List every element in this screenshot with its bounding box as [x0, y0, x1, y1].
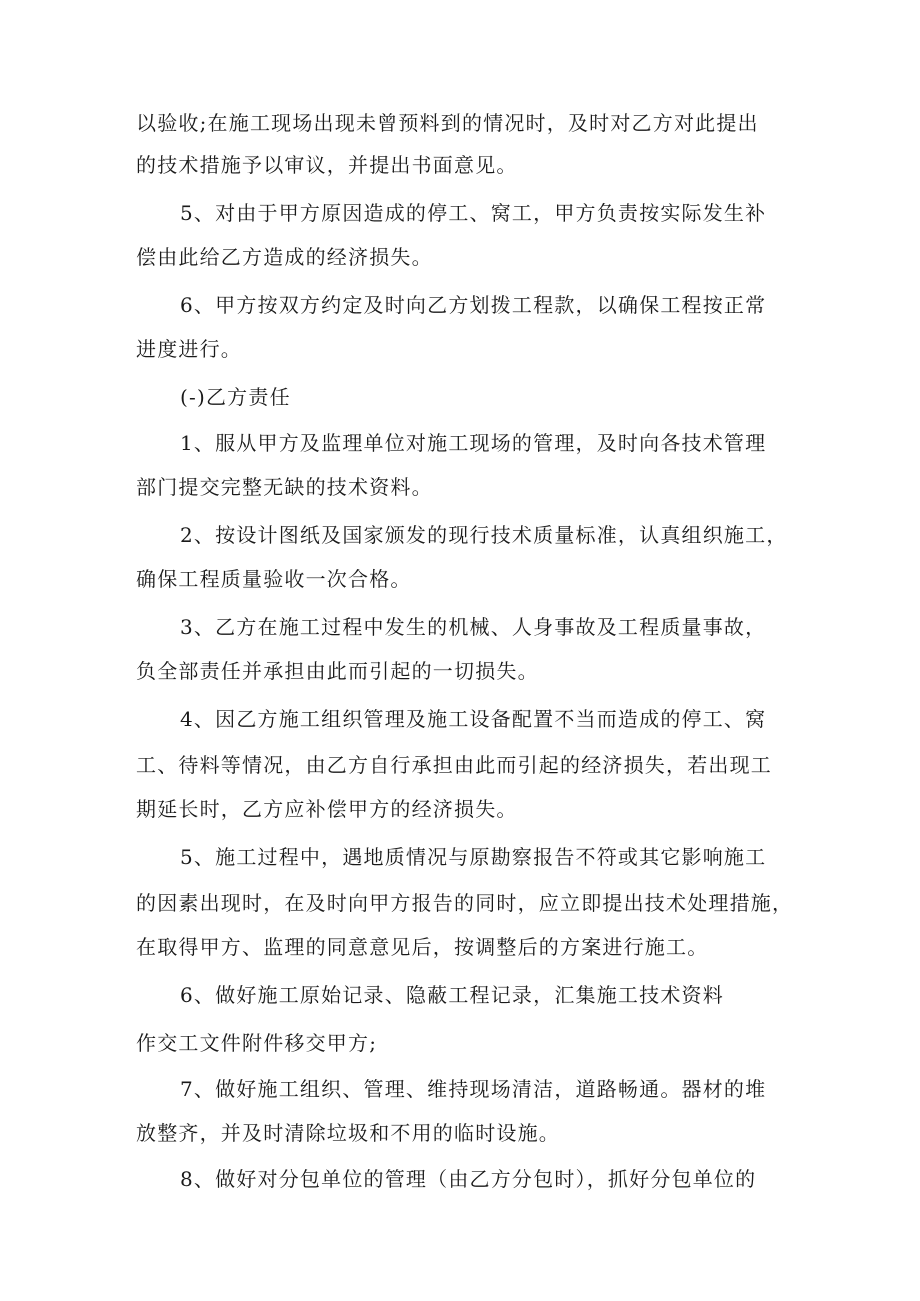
text-line-19: 在取得甲方、监理的同意意见后，按调整后的方案进行施工。 [136, 935, 709, 959]
section-heading: (-)乙方责任 [180, 385, 291, 409]
text-line-12: 3、乙方在施工过程中发生的机械、人身事故及工程质量事故， [180, 615, 767, 639]
text-line-24: 8、做好对分包单位的管理（由乙方分包时），抓好分包单位的 [180, 1167, 757, 1191]
text-line-17: 5、施工过程中，遇地质情况与原勘察报告不符或其它影响施工 [180, 845, 767, 869]
text-line-10: 2、按设计图纸及国家颁发的现行技术质量标准，认真组织施工， [180, 523, 788, 547]
text-line-14: 4、因乙方施工组织管理及施工设备配置不当而造成的停工、窝 [180, 707, 767, 731]
text-line-1: 以验收;在施工现场出现未曾预料到的情况时，及时对乙方对此提出 [136, 111, 759, 135]
text-line-3: 5、对由于甲方原因造成的停工、窝工，甲方负责按实际发生补 [180, 201, 767, 225]
text-line-22: 7、做好施工组织、管理、维持现场清洁，道路畅通。器材的堆 [180, 1077, 767, 1101]
text-line-9: 部门提交完整无缺的技术资料。 [136, 475, 433, 499]
text-line-23: 放整齐，并及时清除垃圾和不用的临时设施。 [136, 1121, 560, 1145]
text-line-21: 作交工文件附件移交甲方; [136, 1031, 378, 1055]
text-line-13: 负全部责任并承担由此而引起的一切损失。 [136, 659, 539, 683]
text-line-6: 进度进行。 [136, 337, 242, 361]
text-line-2: 的技术措施予以审议，并提出书面意见。 [136, 153, 518, 177]
text-line-15: 工、待料等情况，由乙方自行承担由此而引起的经济损失，若出现工 [136, 753, 772, 777]
text-line-18: 的因素出现时，在及时向甲方报告的同时，应立即提出技术处理措施， [136, 891, 794, 915]
text-line-4: 偿由此给乙方造成的经济损失。 [136, 245, 433, 269]
text-line-5: 6、甲方按双方约定及时向乙方划拨工程款，以确保工程按正常 [180, 293, 767, 317]
text-line-16: 期延长时，乙方应补偿甲方的经济损失。 [136, 797, 518, 821]
text-line-11: 确保工程质量验收一次合格。 [136, 567, 412, 591]
text-line-8: 1、服从甲方及监理单位对施工现场的管理，及时向各技术管理 [180, 431, 767, 455]
text-line-20: 6、做好施工原始记录、隐蔽工程记录，汇集施工技术资料 [180, 983, 724, 1007]
